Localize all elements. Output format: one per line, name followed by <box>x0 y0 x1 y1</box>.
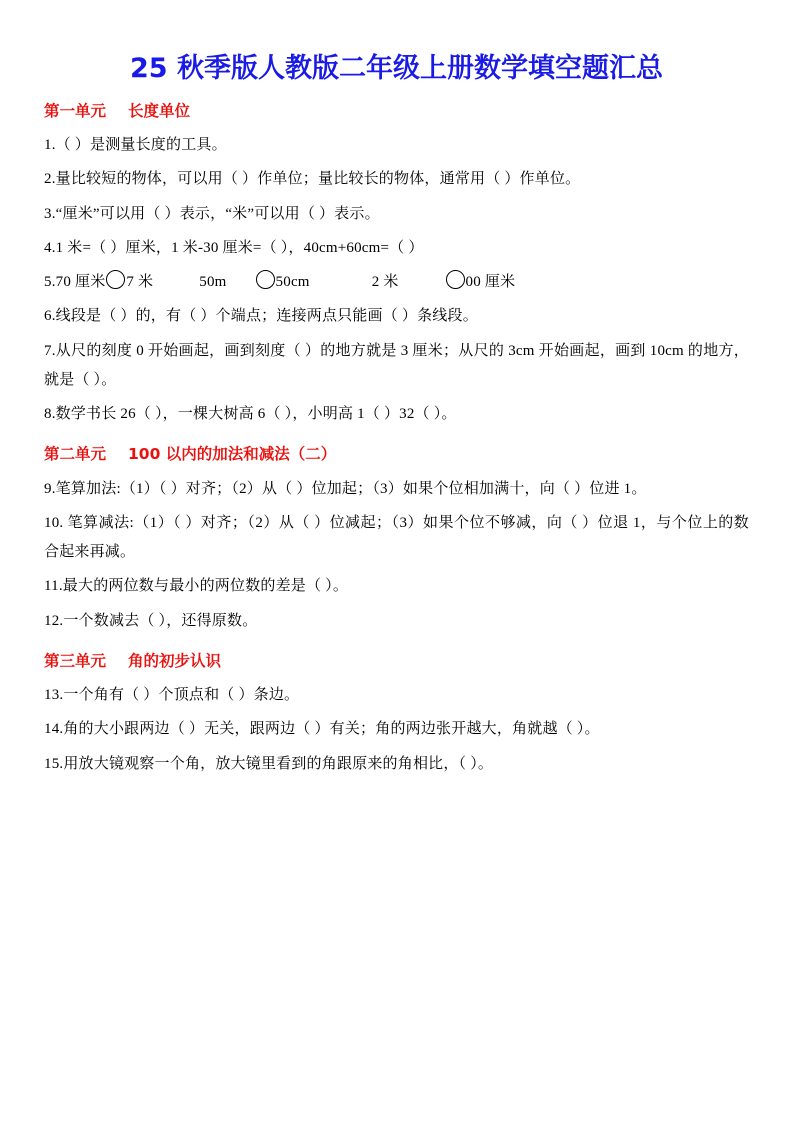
question-8: 8.数学书长 26（ ），一棵大树高 6（ ），小明高 1（ ）32（ ）。 <box>44 406 457 422</box>
question-4: 4.1 米=（ ）厘米，1 米-30 厘米=（ ），40cm+60cm=（ ） <box>44 239 424 256</box>
unit-name-2: 100 以内的加法和减法（二） <box>128 445 337 464</box>
compare-circle-icon <box>446 270 465 289</box>
unit-heading-2 <box>44 443 749 466</box>
page-title: 25 秋季版人教版二年级上册数学填空题汇总 <box>130 53 663 84</box>
question-15: 15.用放大镜观察一个角，放大镜里看到的角跟原来的角相比，（ ）。 <box>44 755 494 772</box>
unit-name-3: 角的初步认识 <box>128 651 222 670</box>
question-5 <box>44 268 749 297</box>
question-5-part-6: 00 厘米 <box>465 274 516 290</box>
question-10: 10. 笔算减法:（1）（ ）对齐；（2）从（ ）位减起；（3）如果个位不够减，向（ ）位退 1，与个位上的数合起来再减。 <box>44 514 749 560</box>
question-7: 7.从尺的刻度 0 开始画起，画到刻度（ ）的地方就是 3 厘米；从尺的 3cm 开始画起，画到 10cm 的地方，就是（ ）。 <box>44 342 749 388</box>
question-2: 2.量比较短的物体，可以用（ ）作单位；量比较长的物体，通常用（ ）作单位。 <box>44 171 581 188</box>
unit-label-3: 第三单元 <box>44 651 107 670</box>
question-9: 9.笔算加法:（1）（ ）对齐；（2）从（ ）位加起；（3）如果个位相加满十，向（ ）位进 1。 <box>44 480 647 497</box>
question-6: 6.线段是（ ）的，有（ ）个端点；连接两点只能画（ ）条线段。 <box>44 308 478 325</box>
question-5-part-4: 50cm <box>275 274 310 290</box>
unit-heading-3 <box>44 650 749 673</box>
question-3: 3.“厘米”可以用（ ）表示，“米”可以用（ ）表示。 <box>44 205 380 222</box>
unit-heading-1 <box>44 100 749 123</box>
compare-circle-icon <box>256 270 275 289</box>
question-1: 1.（ ）是测量长度的工具。 <box>44 137 227 153</box>
question-14: 14.角的大小跟两边（ ）无关，跟两边（ ）有关；角的两边张开越大，角就越（ ）。 <box>44 721 600 738</box>
compare-circle-icon <box>106 270 125 289</box>
unit-name-1: 长度单位 <box>128 101 191 120</box>
question-11: 11.最大的两位数与最小的两位数的差是（ ）。 <box>44 578 349 595</box>
question-5-part-2: 7 米 <box>126 274 154 290</box>
question-12: 12.一个数减去（ ），还得原数。 <box>44 612 258 629</box>
question-13: 13.一个角有（ ）个顶点和（ ）条边。 <box>44 687 300 703</box>
question-5-part-5: 2 米 <box>371 274 399 290</box>
question-5-part-1: 5.70 厘米 <box>44 274 106 290</box>
question-5-part-3: 50m <box>199 274 227 290</box>
unit-label-2: 第二单元 <box>44 445 107 464</box>
unit-label-1: 第一单元 <box>44 101 107 120</box>
